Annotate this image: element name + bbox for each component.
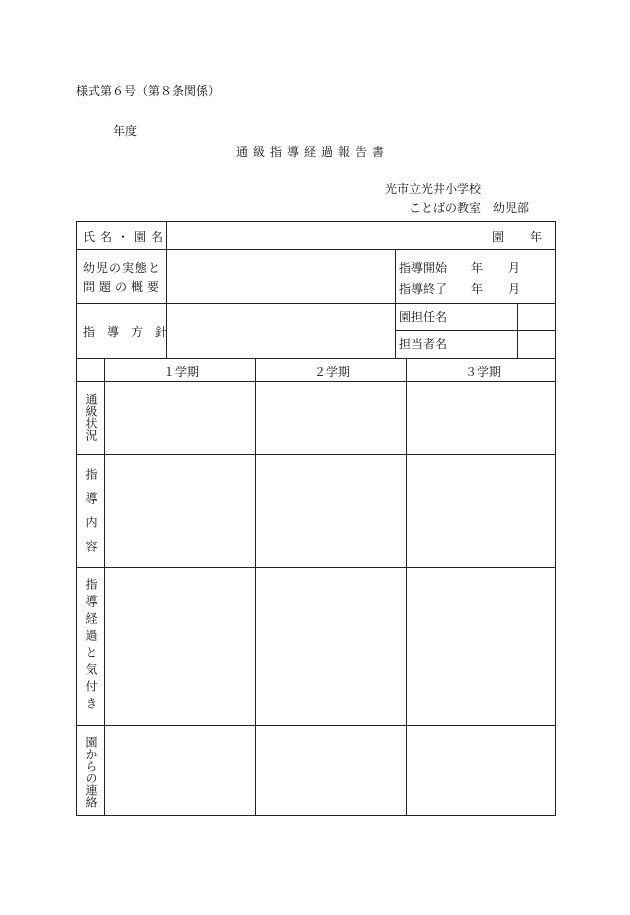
row-divider [77, 725, 555, 726]
progress-notes-label: 指導経過と気付き [84, 578, 98, 714]
term-1-header: １学期 [163, 365, 200, 379]
column-divider [395, 249, 396, 358]
start-year-unit: 年 [471, 261, 484, 275]
column-divider [406, 358, 407, 815]
department-name: ことばの教室 幼児部 [409, 201, 530, 215]
fiscal-year-label: 年度 [113, 124, 138, 138]
end-year-unit: 年 [471, 282, 484, 296]
school-name: 光市立光井小学校 [385, 182, 482, 196]
guidance-policy-label: 指導方針 [83, 325, 180, 339]
child-condition-label-2: 問題の概要 [83, 280, 164, 294]
end-month-unit: 月 [508, 282, 521, 296]
guidance-end-label: 指導終了 [399, 282, 448, 296]
kindergarten-label: 園 [492, 230, 505, 244]
row-divider [77, 567, 555, 568]
term-3-header: ３学期 [465, 365, 502, 379]
row-divider [77, 358, 555, 359]
column-divider [104, 358, 105, 815]
guidance-start-label: 指導開始 [399, 261, 448, 275]
person-in-charge-label: 担当者名 [399, 337, 448, 351]
grade-year-unit: 年 [530, 230, 543, 244]
row-divider [77, 249, 555, 250]
form-number: 様式第６号（第８条関係） [76, 84, 221, 98]
column-divider [255, 358, 256, 815]
name-label: 氏名・園名 [83, 230, 169, 244]
row-divider [77, 381, 555, 382]
guidance-content-label: 指導内容 [84, 468, 98, 564]
child-condition-label-1: 幼児の実態と [83, 261, 162, 275]
start-month-unit: 月 [508, 261, 521, 275]
row-divider [395, 330, 555, 331]
row-divider [77, 303, 555, 304]
kindergarten-contact-label: 園からの連絡 [84, 736, 98, 808]
row-divider [77, 454, 555, 455]
attendance-status-label: 通級状況 [84, 393, 98, 441]
document-title: 通級指導経過報告書 [236, 145, 390, 159]
column-divider [517, 303, 518, 358]
term-2-header: ２学期 [314, 365, 351, 379]
report-table [76, 221, 556, 816]
kindergarten-teacher-label: 園担任名 [399, 310, 448, 324]
